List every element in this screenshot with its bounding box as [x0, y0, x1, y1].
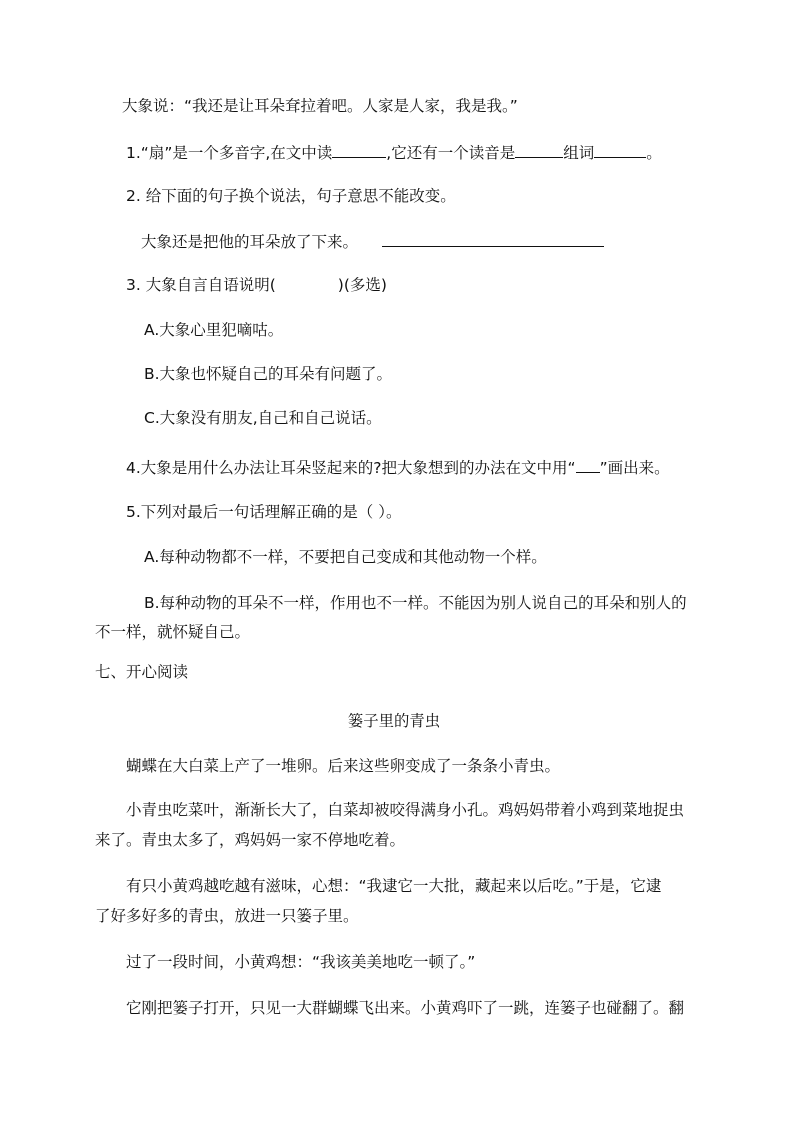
q2-sentence: 大象还是把他的耳朵放了下来。 [141, 233, 359, 251]
question-2-prompt: 2. 给下面的句子换个说法，句子意思不能改变。 [126, 187, 456, 205]
story-title: 篓子里的青虫 [347, 712, 441, 730]
story-line-1: 蝴蝶在大白菜上产了一堆卵。后来这些卵变成了一条条小青虫。 [126, 757, 561, 775]
question-3-prompt [126, 274, 387, 296]
story-line-4: 有只小黄鸡越吃越有滋味，心想：“我逮它一大批，藏起来以后吃。”于是，它逮 [126, 877, 662, 895]
q4-text-a: 4.大象是用什么办法让耳朵竖起来的?把大象想到的办法在文中用“ [126, 459, 576, 477]
question-5-prompt: 5.下列对最后一句话理解正确的是（ ）。 [126, 503, 402, 521]
q3-option-c: C.大象没有朋友,自己和自己说话。 [144, 409, 382, 427]
question-2-line [141, 230, 604, 253]
q5-option-b-line2: 不一样，就怀疑自己。 [95, 623, 251, 641]
q3-option-a: A.大象心里犯嘀咕。 [144, 321, 284, 339]
story-line-5: 了好多好多的青虫，放进一只篓子里。 [95, 907, 359, 925]
q1-text-c: 组词 [563, 144, 595, 162]
question-1 [126, 141, 662, 164]
q5-option-a: A.每种动物都不一样，不要把自己变成和其他动物一个样。 [144, 548, 547, 566]
q3-option-b: B.大象也怀疑自己的耳朵有问题了。 [144, 365, 393, 383]
q1-text-b: ,它还有一个读音是 [386, 144, 516, 162]
story-line-6: 过了一段时间，小黄鸡想：“我该美美地吃一顿了。” [126, 953, 476, 971]
q1-blank-reading[interactable] [332, 141, 386, 158]
q1-text-d: 。 [646, 144, 662, 162]
q4-text-b: ”画出来。 [599, 459, 670, 477]
story-line-2: 小青虫吃菜叶，渐渐长大了，白菜却被咬得满身小孔。鸡妈妈带着小鸡到菜地捉虫 [126, 801, 685, 819]
q3-text-a: 3. 大象自言自语说明( [126, 276, 276, 294]
q5-option-b-line1: B.每种动物的耳朵不一样，作用也不一样。不能因为别人说自己的耳朵和别人的 [144, 594, 687, 612]
question-4 [126, 456, 670, 479]
q1-blank-other-reading[interactable] [515, 141, 563, 158]
q4-blank[interactable] [576, 456, 600, 473]
passage-quote: 大象说：“我还是让耳朵耷拉着吧。人家是人家，我是我。” [122, 97, 518, 115]
story-line-7: 它刚把篓子打开，只见一大群蝴蝶飞出来。小黄鸡吓了一跳，连篓子也碰翻了。翻 [126, 999, 685, 1017]
q1-blank-word[interactable] [594, 141, 646, 158]
q2-answer-blank[interactable] [382, 230, 604, 247]
q3-text-b: )(多选) [337, 276, 387, 294]
q1-text-a: 1.“扇”是一个多音字,在文中读 [126, 144, 333, 162]
section-title: 七、开心阅读 [95, 663, 189, 681]
story-line-3: 来了。青虫太多了，鸡妈妈一家不停地吃着。 [95, 831, 406, 849]
